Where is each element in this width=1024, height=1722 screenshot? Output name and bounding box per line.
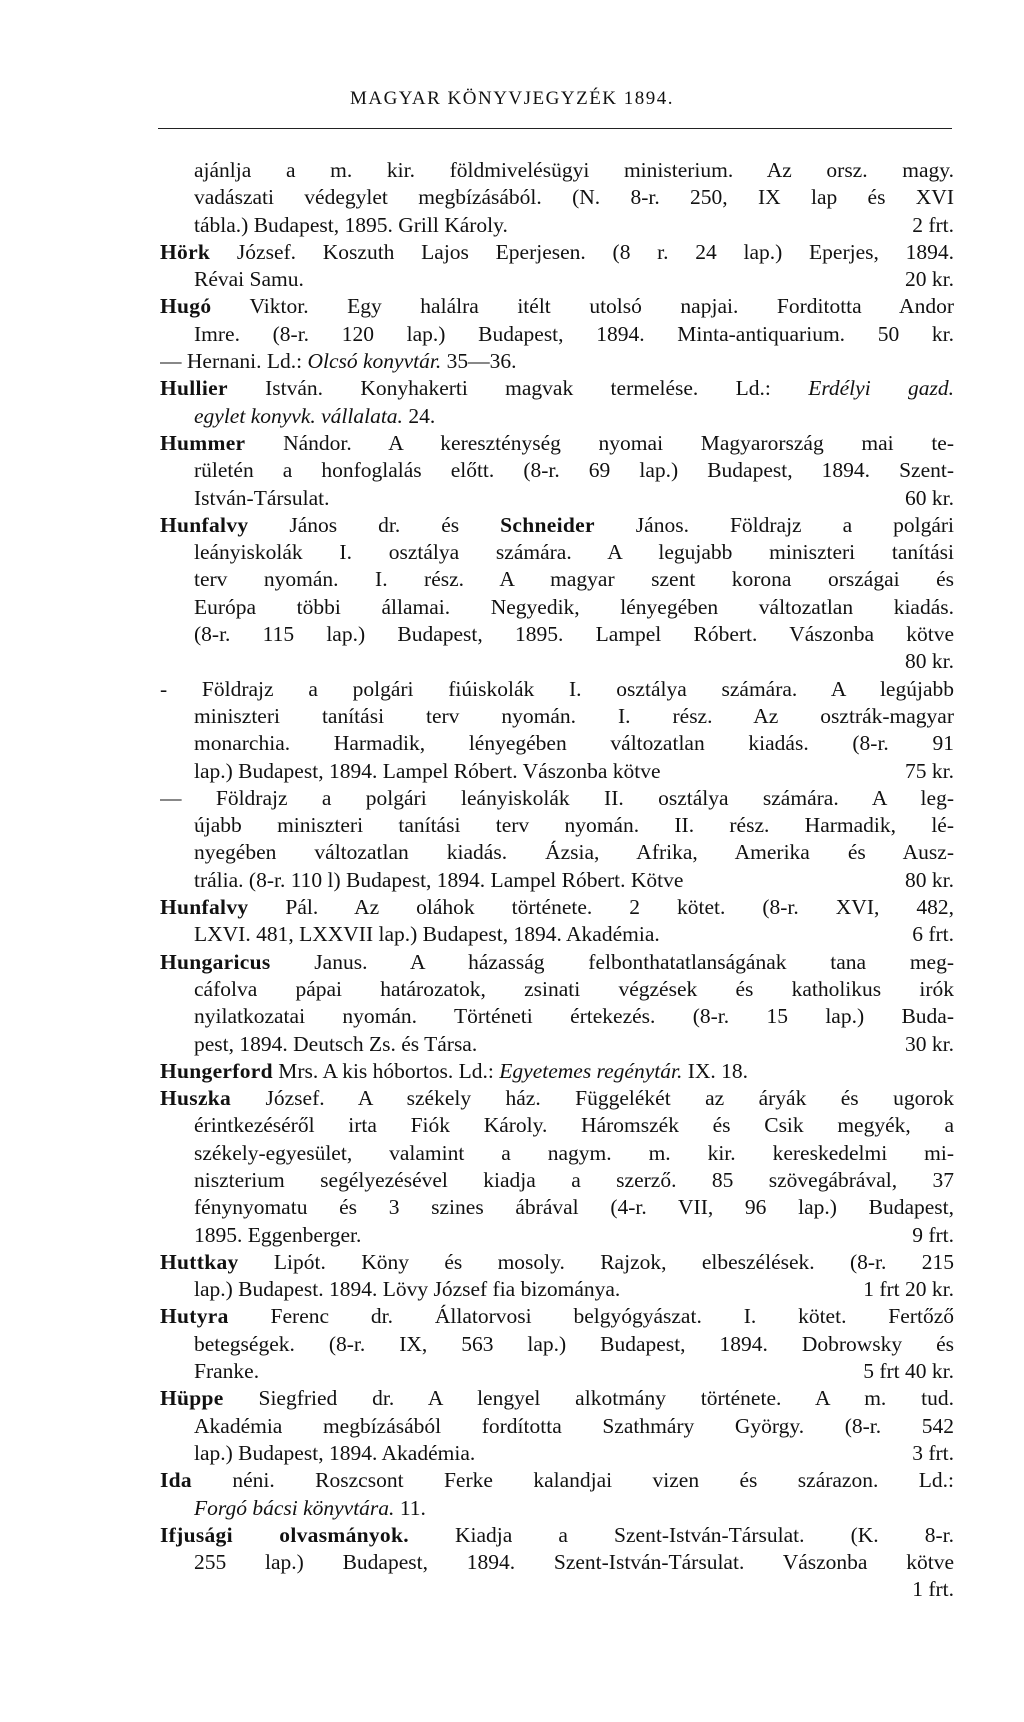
catalog-line — [160, 1058, 954, 1085]
entry-text: 11. — [394, 1495, 426, 1520]
entry-text: József. Koszuth Lajos Eperjesen. (8 r. 24 lap.) Eperjes, 1894. — [210, 239, 954, 264]
catalog-line — [160, 594, 954, 621]
entry-text: János. Földrajz a polgári — [594, 512, 954, 537]
entry-text: 1895. Eggenberger. — [194, 1222, 362, 1247]
catalog-line — [160, 839, 954, 866]
entry-text: Franke. — [194, 1359, 260, 1384]
catalog-line — [160, 1085, 954, 1112]
entry-text: Európa többi államai. Negyedik, lényegében változatlan kiadás. — [194, 594, 954, 619]
entry-price: 20 kr. — [905, 267, 954, 292]
entry-text: Pál. Az oláhok története. 2 kötet. (8-r. XVI, 482, — [248, 895, 954, 920]
entry-text: Ferenc dr. Állatorvosi belgyógyászat. I. kötet. Fertőző — [228, 1304, 954, 1329]
series-title: Forgó bácsi könyvtára. — [194, 1495, 395, 1520]
catalog-line — [160, 430, 954, 457]
catalog-line — [160, 375, 954, 402]
catalog-line — [160, 1576, 954, 1603]
author-name: Hungaricus — [160, 949, 271, 974]
entry-text: Mrs. A kis hóbortos. Ld.: — [272, 1058, 500, 1083]
catalog-line — [160, 485, 954, 512]
catalog-line — [160, 1358, 954, 1385]
entry-price: 5 frt 40 kr. — [863, 1359, 954, 1384]
catalog-line — [160, 321, 954, 348]
entry-text: érintkezéséről irta Fiók Károly. Háromszék és Csik megyék, a — [194, 1113, 954, 1138]
author-name: Hummer — [160, 430, 246, 455]
entry-text: Nándor. A kereszténység nyomai Magyarország mai te- — [245, 430, 954, 455]
entry-price: 60 kr. — [905, 485, 954, 510]
entry-text: pest, 1894. Deutsch Zs. és Társa. — [194, 1031, 478, 1056]
catalog-line — [160, 539, 954, 566]
entry-text: József. A székely ház. Függelékét az áryák és ugorok — [231, 1086, 954, 1111]
catalog-line — [160, 1276, 954, 1303]
entry-text: néni. Roszcsont Ferke kalandjai vizen és szárazon. Ld.: — [191, 1468, 954, 1493]
catalog-line — [160, 812, 954, 839]
catalog-line — [160, 1522, 954, 1549]
catalog-line — [160, 348, 954, 375]
catalog-line — [160, 1331, 954, 1358]
author-name: Hunfalvy — [160, 895, 249, 920]
author-name: Ida — [160, 1468, 192, 1493]
entry-text: János dr. és — [248, 512, 501, 537]
entry-text: leányiskolák I. osztálya számára. A legujabb miniszteri tanítási — [194, 540, 954, 565]
entry-price: 9 frt. — [912, 1222, 954, 1247]
author-name: Hunfalvy — [160, 512, 249, 537]
entry-text: lap.) Budapest, 1894. Lampel Róbert. Vászonba kötve — [194, 758, 661, 783]
entry-text: fénynyomatu és 3 szines ábrával (4-r. VII, 96 lap.) Budapest, — [194, 1195, 954, 1220]
catalog-line — [160, 1194, 954, 1221]
catalog-line — [160, 758, 954, 785]
catalog-line — [160, 1167, 954, 1194]
catalog-line — [160, 1549, 954, 1576]
catalog-line — [160, 976, 954, 1003]
catalog-line — [160, 703, 954, 730]
author-name: Hörk — [160, 239, 211, 264]
catalog-line — [160, 785, 954, 812]
author-name: Hugó — [160, 294, 212, 319]
catalog-line — [160, 1385, 954, 1412]
catalog-line — [160, 1222, 954, 1249]
entry-text: 24. — [402, 403, 436, 428]
entry-price: 30 kr. — [905, 1031, 954, 1056]
series-title: Erdélyi gazd. — [808, 376, 954, 401]
author-name: Hungerford — [160, 1058, 273, 1083]
entry-price: 75 kr. — [905, 758, 954, 783]
entry-text: székely-egyesület, valamint a nagym. m. kir. kereskedelmi mi- — [194, 1140, 954, 1165]
entry-text: Akadémia megbízásából fordította Szathmáry György. (8-r. 542 — [194, 1413, 954, 1438]
running-head: MAGYAR KÖNYVJEGYZÉK 1894. — [349, 88, 675, 109]
entry-text: - Földrajz a polgári fiúiskolák I. osztálya számára. A legújabb — [160, 676, 954, 701]
series-title: egylet konyvk. vállalata. — [194, 403, 403, 428]
catalog-line — [160, 1003, 954, 1030]
header-rule — [158, 128, 952, 129]
entry-text: lap.) Budapest. 1894. Lövy József fia bizománya. — [194, 1277, 621, 1302]
entry-text: ajánlja a m. kir. földmivelésügyi ministerium. Az orsz. magy. — [194, 158, 954, 182]
entry-price: 80 kr. — [905, 649, 954, 674]
entry-text: Révai Samu. — [194, 267, 304, 292]
catalog-line — [160, 457, 954, 484]
entry-text: trália. (8-r. 110 l) Budapest, 1894. Lampel Róbert. Kötve — [194, 867, 684, 892]
author-name: Huttkay — [160, 1249, 239, 1274]
entry-price: 2 frt. — [912, 212, 954, 237]
author-name: Hullier — [160, 376, 228, 401]
entry-text: — Hernani. Ld.: — [160, 349, 308, 374]
catalog-line — [160, 1495, 954, 1522]
entry-text: Viktor. Egy halálra itélt utolsó napjai. Forditotta Andor — [211, 294, 954, 319]
entry-text: miniszteri tanítási terv nyomán. I. rész. Az osztrák-magyar — [194, 703, 954, 728]
catalog-line — [160, 1031, 954, 1058]
entry-price: 1 frt. — [912, 1577, 954, 1602]
entry-text: rületén a honfoglalás előtt. (8-r. 69 lap.) Budapest, 1894. Szent- — [194, 458, 954, 483]
entry-price: 80 kr. — [905, 867, 954, 892]
catalog-line — [160, 894, 954, 921]
entry-text: lap.) Budapest, 1894. Akadémia. — [194, 1440, 476, 1465]
catalog-line — [160, 1467, 954, 1494]
entry-price: 3 frt. — [912, 1440, 954, 1465]
entry-text: István. Konyhakerti magvak termelése. Ld.: — [227, 376, 809, 401]
catalog-line — [160, 1303, 954, 1330]
entry-text: (8-r. 115 lap.) Budapest, 1895. Lampel Róbert. Vászonba kötve — [194, 622, 954, 647]
entry-text: Janus. A házasság felbonthatatlanságának tana meg- — [270, 949, 954, 974]
catalog-line — [160, 403, 954, 430]
entry-text: 255 lap.) Budapest, 1894. Szent-István-Társulat. Vászonba kötve — [194, 1550, 954, 1575]
entry-text: Siegfried dr. A lengyel alkotmány története. A m. tud. — [223, 1386, 954, 1411]
catalog-line — [160, 867, 954, 894]
entry-text: niszterium segélyezésével kiadja a szerző. 85 szövegábrával, 37 — [194, 1167, 954, 1192]
author-name: Huszka — [160, 1086, 232, 1111]
author-name: Hüppe — [160, 1386, 224, 1411]
series-title: Egyetemes regénytár. — [499, 1058, 683, 1083]
entry-text: terv nyomán. I. rész. A magyar szent korona országai és — [194, 567, 954, 592]
catalog-line — [160, 1413, 954, 1440]
entry-text: LXVI. 481, LXXVII lap.) Budapest, 1894. Akadémia. — [194, 922, 660, 947]
author-name: Ifjusági olvasmányok. — [160, 1522, 409, 1547]
entry-text: István-Társulat. — [194, 485, 330, 510]
entry-text: újabb miniszteri tanítási terv nyomán. II. rész. Harmadik, lé- — [194, 813, 954, 838]
entry-text: betegségek. (8-r. IX, 563 lap.) Budapest, 1894. Dobrowsky és — [194, 1331, 954, 1356]
entry-text: vadászati védegylet megbízásából. (N. 8-r. 250, IX lap és XVI — [194, 185, 954, 210]
entry-text: monarchia. Harmadik, lényegében változatlan kiadás. (8-r. 91 — [194, 731, 954, 756]
catalog-line — [160, 1112, 954, 1139]
catalog-line — [160, 1440, 954, 1467]
series-title: Olcsó konyvtár. — [307, 349, 442, 374]
catalog-line — [160, 157, 954, 184]
entry-text: 35—36. — [441, 349, 517, 374]
entry-price: 6 frt. — [912, 922, 954, 947]
catalog-line — [160, 512, 954, 539]
entry-text: tábla.) Budapest, 1895. Grill Károly. — [194, 212, 508, 237]
catalog-line — [160, 1249, 954, 1276]
catalog-line — [160, 266, 954, 293]
catalog-line — [160, 730, 954, 757]
author-name: Hutyra — [160, 1304, 229, 1329]
entry-text: nyilatkozatai nyomán. Történeti értekezés. (8-r. 15 lap.) Buda- — [194, 1004, 954, 1029]
catalog-line — [160, 648, 954, 675]
catalog-line — [160, 949, 954, 976]
catalog-line — [160, 566, 954, 593]
entry-text: Lipót. Köny és mosoly. Rajzok, elbeszélések. (8-r. 215 — [238, 1249, 954, 1274]
entry-text: nyegében változatlan kiadás. Ázsia, Afrika, Amerika és Ausz- — [194, 840, 954, 865]
entry-text: Imre. (8-r. 120 lap.) Budapest, 1894. Minta-antiquarium. 50 kr. — [194, 321, 954, 346]
entry-text: cáfolva pápai határozatok, zsinati végzések és katholikus irók — [194, 976, 954, 1001]
entry-text: IX. 18. — [682, 1058, 749, 1083]
author-name: Schneider — [500, 512, 595, 537]
catalog-entries — [160, 157, 954, 1604]
catalog-line — [160, 239, 954, 266]
entry-price: 1 frt 20 kr. — [863, 1277, 954, 1302]
entry-text: — Földrajz a polgári leányiskolák II. osztálya számára. A leg- — [160, 785, 954, 810]
catalog-line — [160, 184, 954, 211]
catalog-line — [160, 621, 954, 648]
catalog-line — [160, 1140, 954, 1167]
catalog-line — [160, 212, 954, 239]
catalog-line — [160, 921, 954, 948]
catalog-line — [160, 676, 954, 703]
catalog-line — [160, 293, 954, 320]
entry-text: Kiadja a Szent-István-Társulat. (K. 8-r. — [408, 1522, 954, 1547]
